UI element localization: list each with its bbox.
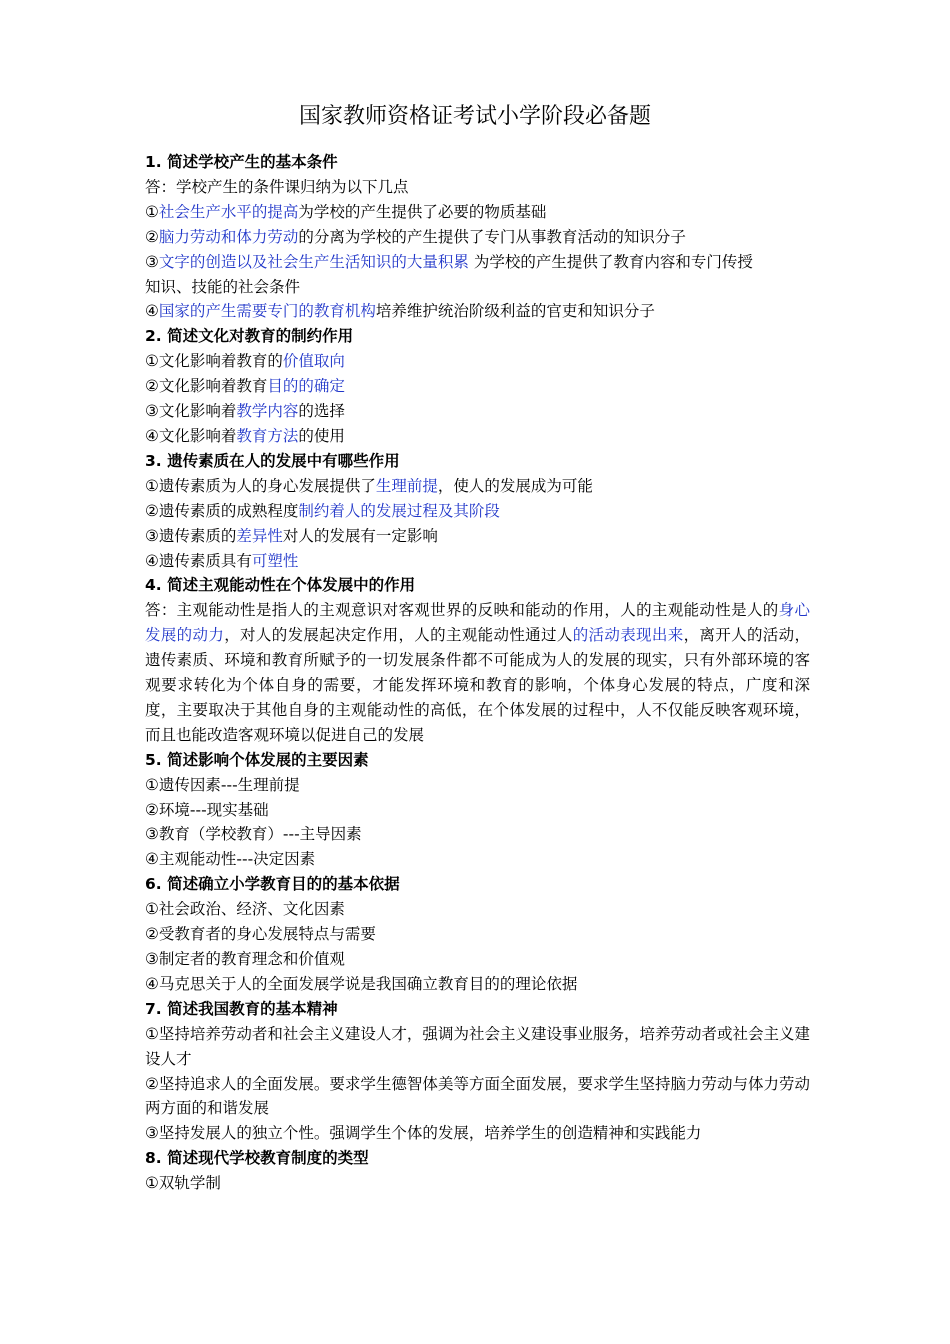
question-6-heading: 6. 简述确立小学教育目的的基本依据 [145, 875, 400, 894]
question-6-item-2: ②受教育者的身心发展特点与需要 [145, 925, 376, 944]
highlight-text: 制约着人的发展过程及其阶段 [298, 501, 500, 520]
question-5-item-4: ④主观能动性---决定因素 [145, 850, 316, 869]
question-2-item-2: ②文化影响着教育目的的确定 [145, 377, 345, 396]
question-8-item-1: ①双轨学制 [145, 1174, 221, 1193]
highlight-text: 生理前提 [375, 476, 438, 495]
question-5-heading: 5. 简述影响个体发展的主要因素 [145, 750, 369, 769]
question-6-item-1: ①社会政治、经济、文化因素 [145, 900, 345, 919]
document-body [145, 150, 810, 1196]
question-2-item-3: ③文化影响着教学内容的选择 [145, 402, 345, 421]
highlight-text: 教育方法 [236, 426, 299, 445]
highlight-text: 身心发展的动力 [145, 601, 810, 645]
highlight-text: 的活动表现出来 [572, 626, 684, 645]
question-4-heading: 4. 简述主观能动性在个体发展中的作用 [145, 576, 416, 595]
highlight-text: 文字的创造以及社会生产生活知识的大量积累 [158, 252, 469, 271]
highlight-text: 脑力劳动和体力劳动 [158, 227, 299, 246]
question-2-item-1: ①文化影响着教育的价值取向 [145, 352, 345, 371]
highlight-text: 社会生产水平的提高 [158, 202, 299, 221]
question-7-item-2: ②坚持追求人的全面发展。要求学生德智体美等方面全面发展，要求学生坚持脑力劳动与体力劳动两方面的和谐发展 [145, 1074, 810, 1118]
highlight-text: 教学内容 [236, 402, 299, 421]
highlight-text: 价值取向 [282, 352, 345, 371]
question-2-heading: 2. 简述文化对教育的制约作用 [145, 327, 354, 346]
question-1-item-3: ③文字的创造以及社会生产生活知识的大量积累 为学校的产生提供了教育内容和专门传授 [145, 252, 753, 271]
highlight-text: 国家的产生需要专门的教育机构 [158, 302, 376, 321]
question-1-item-4: ④国家的产生需要专门的教育机构培养维护统治阶级利益的官吏和知识分子 [145, 302, 655, 321]
page-title: 国家教师资格证考试小学阶段必备题 [298, 104, 651, 129]
question-1-heading: 1. 简述学校产生的基本条件 [145, 153, 338, 171]
question-5-item-2: ②环境---现实基础 [145, 800, 269, 819]
question-1-item-3-cont: 知识、技能的社会条件 [145, 277, 301, 296]
question-5-item-3: ③教育（学校教育）---主导因素 [145, 825, 362, 844]
question-1-item-1: ①社会生产水平的提高为学校的产生提供了必要的物质基础 [145, 202, 547, 221]
question-3-item-4: ④遗传素质具有可塑性 [145, 551, 299, 570]
highlight-text: 差异性 [236, 526, 283, 545]
question-7-item-3: ③坚持发展人的独立个性。强调学生个体的发展，培养学生的创造精神和实践能力 [145, 1124, 702, 1143]
question-1-item-2: ②脑力劳动和体力劳动的分离为学校的产生提供了专门从事教育活动的知识分子 [145, 227, 686, 246]
question-3-item-3: ③遗传素质的差异性对人的发展有一定影响 [145, 526, 438, 545]
question-7-heading: 7. 简述我国教育的基本精神 [145, 999, 338, 1018]
question-3-item-1: ①遗传素质为人的身心发展提供了生理前提，使人的发展成为可能 [145, 476, 593, 495]
question-2-item-4: ④文化影响着教育方法的使用 [145, 426, 345, 445]
highlight-text: 可塑性 [251, 551, 299, 570]
question-5-item-1: ①遗传因素---生理前提 [145, 775, 300, 794]
question-7-item-1: ①坚持培养劳动者和社会主义建设人才，强调为社会主义建设事业服务，培养劳动者或社会主义建设人才 [145, 1024, 810, 1068]
question-6-item-4: ④马克思关于人的全面发展学说是我国确立教育目的的理论依据 [145, 974, 578, 993]
highlight-text: 目的的确定 [267, 377, 345, 396]
question-8-heading: 8. 简述现代学校教育制度的类型 [145, 1149, 369, 1168]
question-1-answer-intro: 答：学校产生的条件课归纳为以下几点 [145, 177, 409, 196]
question-6-item-3: ③制定者的教育理念和价值观 [145, 950, 345, 968]
question-3-heading: 3. 遗传素质在人的发展中有哪些作用 [145, 451, 400, 470]
question-3-item-2: ②遗传素质的成熟程度制约着人的发展过程及其阶段 [145, 501, 500, 520]
question-4-answer: 答：主观能动性是指人的主观意识对客观世界的反映和能动的作用，人的主观能动性是人的身心发展的动力，对人的发展起决定作用，人的主观能动性通过人的活动表现出来，离开人的活动，遗传素质、环境和教育所赋予的一切发展条件都不可能成为人的发展的现实，只有外部环境的客观要求转化为个体自身的需要，才能发挥环境和教育的影响，个体身心发展的特点，广度和深度，主要取决于其他自身的主观能动性的高低，在个体发展的过程中，人不仅能反映客观环境，而且也能改造客观环境以促进自己的发展 [145, 601, 810, 744]
